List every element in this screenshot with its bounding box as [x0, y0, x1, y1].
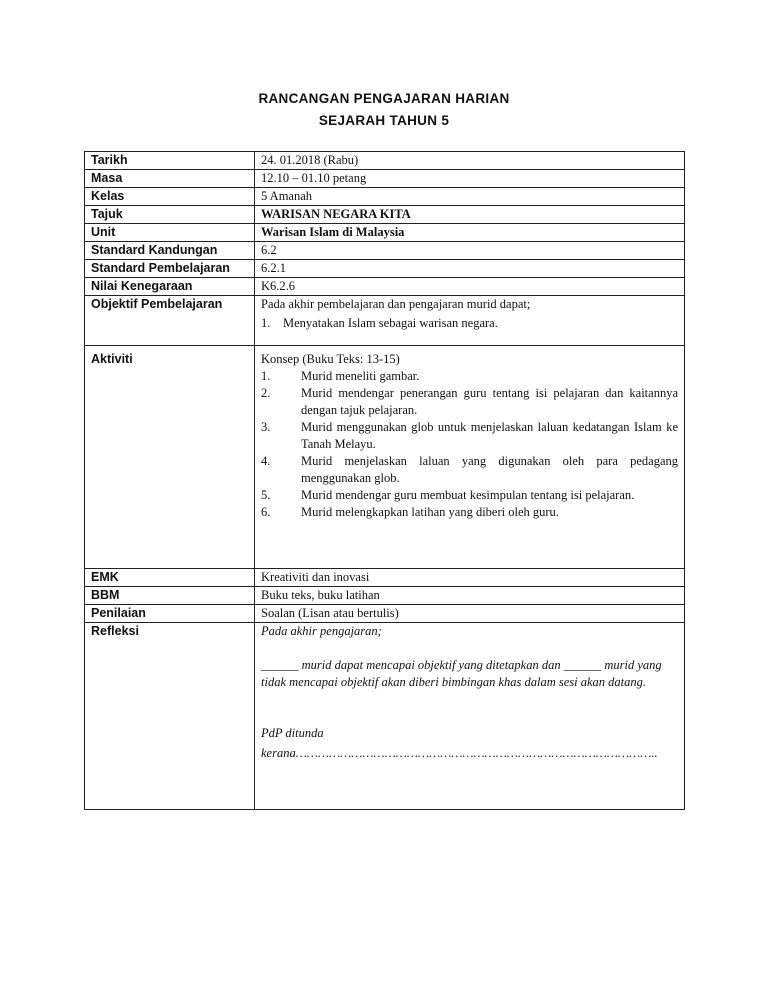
- value-tajuk: WARISAN NEGARA KITA: [255, 206, 685, 224]
- value-nilai-kenegaraan: K6.2.6: [255, 278, 685, 296]
- label-unit: Unit: [85, 224, 255, 242]
- value-masa: 12.10 – 01.10 petang: [255, 170, 685, 188]
- row-refleksi: [85, 623, 685, 810]
- value-unit: Warisan Islam di Malaysia: [255, 224, 685, 242]
- aktiviti-item: [261, 453, 678, 487]
- document-title: RANCANGAN PENGAJARAN HARIAN: [258, 91, 510, 106]
- row-tajuk: [85, 206, 685, 224]
- value-objektif: [255, 296, 685, 346]
- label-tajuk: Tajuk: [85, 206, 255, 224]
- label-standard-kandungan: Standard Kandungan: [85, 242, 255, 260]
- value-aktiviti: [255, 346, 685, 569]
- label-bbm: BBM: [85, 587, 255, 605]
- objektif-item: [261, 315, 678, 332]
- label-refleksi: Refleksi: [85, 623, 255, 810]
- aktiviti-item: [261, 385, 678, 419]
- aktiviti-item-text: Murid meneliti gambar.: [301, 369, 420, 383]
- aktiviti-item-text: Murid mendengar guru membuat kesimpulan tentang isi pelajaran.: [301, 488, 635, 502]
- row-objektif: [85, 296, 685, 346]
- refleksi-pdp-ditunda: PdP ditunda: [261, 726, 324, 740]
- aktiviti-item: [261, 504, 678, 521]
- objektif-item-text: Menyatakan Islam sebagai warisan negara.: [283, 316, 498, 330]
- row-tarikh: [85, 152, 685, 170]
- aktiviti-item: [261, 419, 678, 453]
- aktiviti-item-number: 2.: [261, 386, 271, 400]
- value-standard-kandungan: 6.2: [255, 242, 685, 260]
- label-standard-pembelajaran: Standard Pembelajaran: [85, 260, 255, 278]
- aktiviti-item: [261, 368, 678, 385]
- label-emk: EMK: [85, 569, 255, 587]
- label-penilaian: Penilaian: [85, 605, 255, 623]
- row-kelas: [85, 188, 685, 206]
- label-kelas: Kelas: [85, 188, 255, 206]
- row-bbm: [85, 587, 685, 605]
- aktiviti-item-number: 6.: [261, 505, 271, 519]
- aktiviti-item-number: 3.: [261, 420, 271, 434]
- aktiviti-item-number: 5.: [261, 488, 271, 502]
- refleksi-achievement: ______ murid dapat mencapai objektif yang ditetapkan dan ______ murid yang tidak mencapai objektif akan diberi bimbingan khas dalam sesi akan datang.: [261, 658, 662, 689]
- refleksi-kerana: kerana……………………………………………………………………………………..: [261, 746, 658, 760]
- label-masa: Masa: [85, 170, 255, 188]
- label-objektif: Objektif Pembelajaran: [85, 296, 255, 346]
- row-penilaian: [85, 605, 685, 623]
- aktiviti-item-text: Murid mendengar penerangan guru tentang isi pelajaran dan kaitannya dengan tajuk pelajaran.: [301, 386, 678, 417]
- value-bbm: Buku teks, buku latihan: [255, 587, 685, 605]
- aktiviti-item-number: 4.: [261, 454, 271, 468]
- aktiviti-list: [261, 368, 678, 521]
- value-kelas: 5 Amanah: [255, 188, 685, 206]
- aktiviti-intro: Konsep (Buku Teks: 13-15): [261, 352, 400, 366]
- value-standard-pembelajaran: 6.2.1: [255, 260, 685, 278]
- row-masa: [85, 170, 685, 188]
- document-subtitle: SEJARAH TAHUN 5: [318, 113, 450, 128]
- aktiviti-item-number: 1.: [261, 369, 271, 383]
- refleksi-intro: Pada akhir pengajaran;: [261, 624, 382, 638]
- label-nilai-kenegaraan: Nilai Kenegaraan: [85, 278, 255, 296]
- value-tarikh: 24. 01.2018 (Rabu): [255, 152, 685, 170]
- row-standard-pembelajaran: [85, 260, 685, 278]
- row-standard-kandungan: [85, 242, 685, 260]
- aktiviti-item-text: Murid menjelaskan laluan yang digunakan oleh para pedagang menggunakan glob.: [301, 454, 678, 485]
- row-unit: [85, 224, 685, 242]
- row-nilai-kenegaraan: [85, 278, 685, 296]
- lesson-plan-table: [84, 151, 685, 810]
- label-aktiviti: Aktiviti: [85, 346, 255, 569]
- aktiviti-item: [261, 487, 678, 504]
- aktiviti-item-text: Murid menggunakan glob untuk menjelaskan laluan kedatangan Islam ke Tanah Melayu.: [301, 420, 678, 451]
- value-emk: Kreativiti dan inovasi: [255, 569, 685, 587]
- objektif-intro: Pada akhir pembelajaran dan pengajaran murid dapat;: [261, 297, 531, 311]
- value-penilaian: Soalan (Lisan atau bertulis): [255, 605, 685, 623]
- objektif-item-number: 1.: [261, 316, 271, 330]
- label-tarikh: Tarikh: [85, 152, 255, 170]
- value-refleksi: [255, 623, 685, 810]
- row-emk: [85, 569, 685, 587]
- aktiviti-item-text: Murid melengkapkan latihan yang diberi oleh guru.: [301, 505, 559, 519]
- row-aktiviti: [85, 346, 685, 569]
